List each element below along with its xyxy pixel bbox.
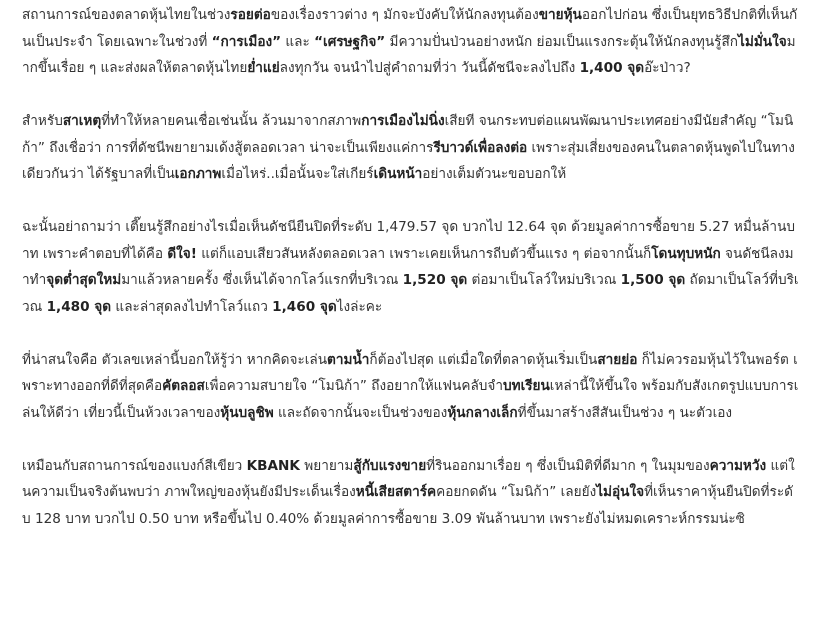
text-run: เสียที จนกระทบต่อแผนพัฒนาประเทศอย่างมีนัยสำคัญ “โมนิก้า” ถึงเชื่อว่า การที่ดัชนีพยายามเด้งสู้ตลอดเวลา น่าจะเป็นเพียงแค่การ [22, 113, 794, 156]
bold-text: 1,460 จุด [272, 298, 337, 315]
bold-text: 1,500 จุด [620, 272, 686, 288]
bold-text: คัตลอส [162, 378, 205, 394]
bold-text: 1,400 จุด [579, 60, 645, 76]
text-run: มีความปั่นป่วนอย่างหนัก ย่อมเป็นแรงกระตุ้นให้นักลงทุนรู้สึก [385, 33, 739, 50]
text-run: ฉะนั้นอย่าถามว่า เตี๊ยนรู้สึกอย่างไรเมื่อเห็นดัชนียืนปิดที่ระดับ 1,479.57 จุด บวกไป 12.64 จุด ด้วยมูลค่าการซื้อขาย 5.27 หมื่นล้านบาท เพราะคำตอบที่ได้คือ [22, 219, 795, 262]
bold-text: รอยต่อ [230, 7, 271, 23]
bold-text: “การเมือง” [211, 33, 282, 50]
bold-text: ไม่มั่นใจ [738, 33, 787, 50]
text-run: ออกไปก่อน ซึ่งเป็นยุทธวิธีปกติที่เห็นกันเป็นประจำ โดยเฉพาะในช่วงที่ [22, 7, 798, 50]
paragraph-kbank [22, 453, 799, 533]
bold-text: ความหวัง [709, 457, 767, 474]
text-run: คอยกดดัน “โมนิก้า” เลยยัง [436, 484, 597, 500]
text-run: ต่อมาเป็นโลว์ใหม่บริเวณ [467, 272, 621, 288]
text-run: ของเรื่องราวต่าง ๆ มักจะบังคับให้นักลงทุนต้อง [270, 7, 539, 23]
bold-text: KBANK [246, 457, 300, 474]
text-run: สำหรับ [22, 113, 63, 129]
text-run: ที่น่าสนใจคือ ตัวเลขเหล่านี้บอกให้รู้ว่า หากคิดจะเล่น [22, 351, 328, 368]
text-run: ก็ไม่ควรอมหุ้นไว้ในพอร์ต เพราะทางออกที่ดีที่สุดคือ [22, 351, 798, 394]
bold-text: สู้กับแรงขาย [353, 457, 427, 474]
text-run: ลงทุกวัน จนนำไปสู่คำถามที่ว่า วันนี้ดัชนีจะลงไปถึง [279, 60, 580, 76]
text-run: และล่าสุดลงไปทำโลว์แถว [111, 298, 273, 315]
text-run: เมื่อไหร่..เมื่อนั้นจะใส่เกียร์ [221, 166, 374, 182]
text-run: อ๊ะป่าว? [644, 60, 691, 76]
bold-text: รีบาวด์เพื่อลงต่อ [433, 139, 528, 156]
bold-text: บทเรียน [503, 378, 550, 394]
bold-text: ตามน้ำ [327, 351, 370, 368]
bold-text: เดินหน้า [373, 166, 423, 182]
paragraph-index-levels [22, 214, 799, 320]
text-run: มากขึ้นเรื่อย ๆ และส่งผลให้ตลาดหุ้นไทย [22, 33, 796, 76]
text-run: อย่างเต็มตัวนะขอบอกให้ [422, 166, 567, 182]
text-run: จนดัชนีลงมาทำ [22, 245, 794, 288]
bold-text: โดนทุบหนัก [651, 245, 721, 262]
bold-text: หุ้นบลูชิพ [220, 404, 274, 421]
bold-text: 1,480 จุด [46, 298, 112, 315]
text-run: ที่ทำให้หลายคนเชื่อเช่นนั้น ล้วนมาจากสภาพ [101, 113, 362, 129]
bold-text: 1,520 จุด [402, 272, 468, 288]
text-run: มาแล้วหลายครั้ง ซึ่งเห็นได้จากโลว์แรกที่บริเวณ [121, 272, 403, 288]
bold-text: การเมืองไม่นิ่ง [361, 113, 445, 129]
text-run: ถัดมาเป็นโลว์ที่บริเวณ [22, 272, 799, 315]
text-run: และถัดจากนั้นจะเป็นช่วงของ [273, 404, 448, 421]
text-run: แต่ในความเป็นจริงต้นพบว่า ภาพใหญ่ของหุ้นยังมีประเด็นเรื่อง [22, 457, 795, 500]
bold-text: หนี้เสียสตาร์ค [355, 484, 437, 500]
text-run: ที่ขึ้นมาสร้างสีสันเป็นช่วง ๆ นะตัวเอง [517, 404, 733, 421]
text-run: สถานการณ์ของตลาดหุ้นไทยในช่วง [22, 7, 231, 23]
bold-text: ย่ำแย่ [247, 60, 280, 76]
text-run: เหมือนกับสถานการณ์ของแบงก์สีเขียว [22, 457, 247, 474]
paragraph-market-situation [22, 2, 799, 82]
bold-text: หุ้นกลางเล็ก [447, 404, 518, 421]
text-run: ก็ต้องไปสุด แต่เมื่อใดที่ตลาดหุ้นเริ่มเป็น [369, 351, 598, 368]
bold-text: “เศรษฐกิจ” [314, 33, 386, 50]
text-run: พยายาม [299, 457, 354, 474]
bold-text: สาเหตุ [62, 113, 102, 129]
bold-text: ดีใจ! [167, 245, 197, 262]
text-run: เพื่อความสบายใจ “โมนิก้า” ถึงอยากให้แฟนคลับจำ [204, 378, 503, 394]
bold-text: เอกภาพ [174, 166, 222, 182]
text-run: ที่รินออกมาเรื่อย ๆ ซึ่งเป็นมิติที่ดีมาก ๆ ในมุมของ [426, 457, 710, 474]
text-run: เพราะสุ่มเสี่ยงของคนในตลาดหุ้นพูดไปในทางเดียวกันว่า ได้รัฐบาลที่เป็น [22, 139, 795, 182]
text-run: แต่ก็แอบเสียวสันหลังตลอดเวลา เพราะเคยเห็นการถีบตัวขึ้นแรง ๆ ต่อจากนั้นก็ [196, 245, 652, 262]
text-run: ที่เห็นราคาหุ้นยืนปิดที่ระดับ 128 บาท บวกไป 0.50 บาท หรือขึ้นไป 0.40% ด้วยมูลค่าการซื้อขาย 3.09 พันล้านบาท เพราะยังไม่หมดเคราะห์กรรมน่ะซิ [22, 484, 793, 527]
bold-text: ไม่อุ่นใจ [596, 484, 645, 500]
bold-text: จุดต่ำสุดใหม่ [46, 272, 122, 288]
text-run: และ [281, 33, 315, 50]
text-run: ไงล่ะคะ [336, 298, 383, 315]
text-run: เหล่านี้ให้ขึ้นใจ พร้อมกับสังเกตรูปแบบการเล่นให้ดีว่า เที่ยวนี้เป็นห้วงเวลาของ [22, 378, 799, 421]
paragraph-political-cause [22, 108, 799, 188]
bold-text: ขายหุ้น [538, 7, 582, 23]
paragraph-trading-lessons [22, 347, 799, 427]
bold-text: สายย่อ [597, 351, 638, 368]
